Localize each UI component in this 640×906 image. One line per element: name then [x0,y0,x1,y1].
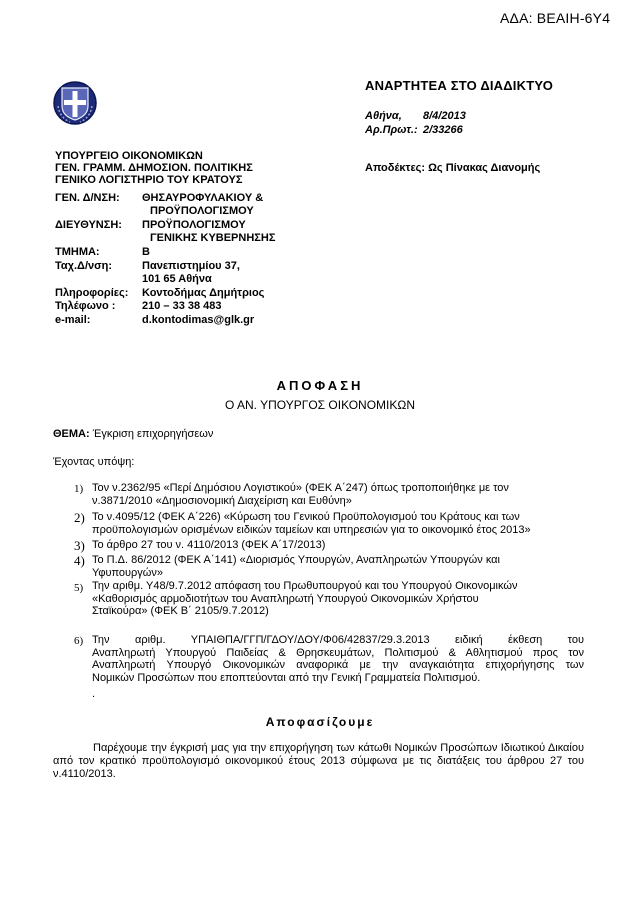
item-line: ν.3871/2010 «Δημοσιονομική Διαχείριση και Ευθύνη» [92,494,352,507]
list-item [92,554,584,579]
protocol-line [365,124,463,136]
subject-text: Έγκριση επιχορηγήσεων [89,428,214,440]
gen-directorate-value-2: ΠΡΟΫΠΟΛΟΓΙΣΜΟΥ [150,205,254,217]
address-value-2: 101 65 Αθήνα [142,273,212,285]
address-label: Ταχ.Δ/νση: [55,260,113,272]
item-line: Υφυπουργών» [92,566,164,579]
protocol-label: Αρ.Πρωτ.: [365,124,418,136]
item-number: 3) [74,538,85,553]
directorate-value: ΠΡΟΫΠΟΛΟΓΙΣΜΟΥ [142,219,246,231]
document-subtitle: Ο ΑΝ. ΥΠΟΥΡΓΟΣ ΟΙΚΟΝΟΜΙΚΩΝ [224,398,416,412]
item-line: Το ν.4095/12 (ΦΕΚ Α΄226) «Κύρωση του Γενικού Προϋπολογισμού του Κράτους και των [92,511,520,523]
ada-code: ΑΔΑ: ΒΕΑΙΗ-6Υ4 [500,10,611,26]
list-item [92,580,584,618]
section-value: Β [142,246,150,258]
date-line [365,110,466,122]
phone-label: Τηλέφωνο : [55,300,116,312]
org-accounting-office: ΓΕΝΙΚΟ ΛΟΓΙΣΤΗΡΙΟ ΤΟΥ ΚΡΑΤΟΥΣ [55,174,243,186]
info-label: Πληροφορίες: [55,287,129,299]
list-item [92,539,584,552]
item-line: Τον ν.2362/95 «Περί Δημόσιου Λογιστικού» (ΦΕΚ Α΄247) όπως τροποποιήθηκε με τον [92,482,509,494]
considering-heading: Έχοντας υπόψη: [53,456,135,468]
recipients: Αποδέκτες: Ως Πίνακας Διανομής [365,162,541,174]
item-line: Αναπληρωτή Υπουργό Οικονομικών αναφορικά με την αναγκαιότητα επιχορήγησης των [92,659,584,671]
publish-notice: ΑΝΑΡΤΗΤΕΑ ΣΤΟ ΔΙΑΔΙΚΤΥΟ [365,78,554,93]
phone-value: 210 – 33 38 483 [142,300,222,312]
subject-line [53,428,213,440]
gen-directorate-label: ΓΕΝ. Δ/ΝΣΗ: [55,192,120,204]
org-secretariat: ΓΕΝ. ΓΡΑΜΜ. ΔΗΜΟΣΙΟΝ. ΠΟΛΙΤΙΚΗΣ [55,162,253,174]
address-value: Πανεπιστημίου 37, [142,260,240,272]
directorate-value-2: ΓΕΝΙΚΗΣ ΚΥΒΕΡΝΗΣΗΣ [150,232,276,244]
gen-directorate-value: ΘΗΣΑΥΡΟΦΥΛΑΚΙΟΥ & [142,192,264,204]
item-number: 5) [74,582,84,594]
item-line: Την αριθμ. ΥΠΑΙΘΠΑ/ΓΓΠ/ΓΔΟΥ/ΔΟΥ/Φ06/42837/29.3.2013 ειδική έκθεση του [92,634,584,646]
item-number: 4) [74,553,85,568]
greek-emblem-icon [52,80,98,126]
protocol-value: 2/33266 [423,124,463,136]
item-line: Το άρθρο 27 του ν. 4110/2013 (ΦΕΚ Α΄17/2013) [92,539,326,551]
item-number: 1) [74,483,84,495]
list-item [92,482,584,507]
item-line: Νομικών Προσώπων που εποπτεύονται από την Γενική Γραμματεία Πολιτισμού. [92,671,481,684]
document-title: ΑΠΟΦΑΣΗ [276,378,364,393]
subject-label: ΘΕΜΑ: [53,428,90,440]
item-line: προϋπολογισμών ορισμένων ειδικών ταμείων και υπηρεσιών για το οικονομικό έτος 2013» [92,523,531,536]
date-label: Αθήνα, [365,110,402,122]
org-ministry: ΥΠΟΥΡΓΕΙΟ ΟΙΚΟΝΟΜΙΚΩΝ [55,150,203,162]
decision-paragraph: Παρέχουμε την έγκρισή μας για την επιχορήγηση των κάτωθι Νομικών Προσώπων Ιδιωτικού Δικαίου από τον κρατικό προϋπολογισμό οικονομικού έτους 2013 σύμφωνα με τις διατάξεις του άρθρου 27 του ν.4110/2013. [53,742,584,780]
item-line: Σταϊκούρα» (ΦΕΚ Β΄ 2105/9.7.2012) [92,605,269,617]
stray-dot: . [92,688,96,700]
item-line: «Καθορισμός αρμοδιοτήτων του Αναπληρωτή Υπουργού Οικονομικών Χρήστου [92,592,479,605]
info-value: Κοντοδήμας Δημήτριος [142,287,265,299]
list-item [92,634,584,684]
directorate-label: ΔΙΕΥΘΥΝΣΗ: [55,219,122,231]
list-item [92,511,584,536]
email-label: e-mail: [55,314,91,326]
item-number: 2) [74,510,85,525]
item-line: Αναπληρωτή Υπουργού Παιδείας & Θρησκευμάτων, Πολιτισμού & Αθλητισμού προς τον [92,646,584,659]
item-line: Το Π.Δ. 86/2012 (ΦΕΚ Α΄141) «Διορισμός Υπουργών, Αναπληρωτών Υπουργών και [92,554,500,566]
section-label: ΤΜΗΜΑ: [55,246,100,258]
decision-heading: Αποφασίζουμε [265,715,375,729]
item-line: Την αριθμ. Υ48/9.7.2012 απόφαση του Πρωθυπουργού και του Υπουργού Οικονομικών [92,580,518,592]
email-value: d.kontodimas@glk.gr [142,314,255,326]
item-number: 6) [74,635,84,647]
date-value: 8/4/2013 [423,110,466,122]
